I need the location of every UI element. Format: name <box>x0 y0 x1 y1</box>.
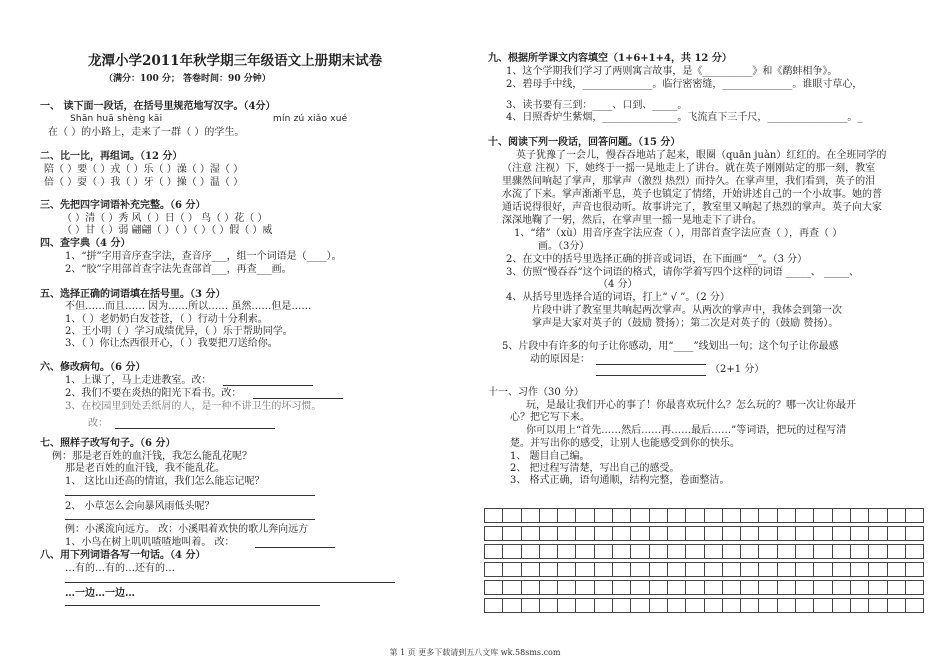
grid-cell <box>813 598 831 613</box>
grid-cell <box>594 526 612 541</box>
grid-cell <box>850 508 868 523</box>
grid-cell <box>502 508 520 523</box>
grid-cell <box>575 562 593 577</box>
grid-cell <box>484 562 502 577</box>
grid-cell <box>704 526 722 541</box>
grid-cell <box>667 508 685 523</box>
page-footer: 第 1 页 更多下载请到五八文库 wk.58sms.com <box>389 648 561 657</box>
grid-row <box>484 508 924 523</box>
grid-cell <box>777 526 795 541</box>
grid-cell <box>557 598 575 613</box>
grid-cell <box>813 544 831 559</box>
grid-cell <box>813 508 831 523</box>
grid-cell <box>905 544 924 559</box>
grid-cell <box>539 508 557 523</box>
grid-cell <box>758 544 776 559</box>
section-5-q2: 2、王小明（ ）学习成绩优异，（ ）乐于帮助同学。 <box>65 326 293 337</box>
section-9-heading: 九、根据所学课文内容填空（1+6+1+4，共 12 分） <box>488 53 732 64</box>
grid-cell <box>868 598 886 613</box>
prompt-line-2: 心？把它写下来。 <box>510 412 590 423</box>
grid-cell <box>667 580 685 595</box>
grid-cell <box>521 562 539 577</box>
section-7-q1-blank <box>65 495 315 496</box>
grid-cell <box>667 526 685 541</box>
grid-cell <box>557 562 575 577</box>
grid-cell <box>722 544 740 559</box>
grid-cell <box>667 598 685 613</box>
grid-cell <box>594 508 612 523</box>
section-6-heading: 六、修改病句。（6 分） <box>40 362 146 373</box>
grid-cell <box>630 580 648 595</box>
grid-cell <box>484 526 502 541</box>
grid-cell <box>594 598 612 613</box>
grid-cell <box>868 562 886 577</box>
section-5-q1: 1、（ ）老奶奶白发苍苍，（ ）行动十分利索。 <box>65 314 268 325</box>
grid-cell <box>832 544 850 559</box>
grid-cell <box>557 526 575 541</box>
grid-cell <box>521 508 539 523</box>
grid-cell <box>722 508 740 523</box>
grid-cell <box>777 508 795 523</box>
grid-cell <box>630 598 648 613</box>
grid-cell <box>484 508 502 523</box>
grid-cell <box>704 508 722 523</box>
grid-cell <box>649 598 667 613</box>
grid-cell <box>832 508 850 523</box>
section-4-q2: 2、“胶”字用部首查字法先查部首___，再查___画。 <box>65 264 292 275</box>
grid-cell <box>704 580 722 595</box>
page-subtitle: （满分：100 分； 答卷时间：90 分钟） <box>104 74 271 84</box>
section-3-row-1: （ ）清（ ）秀 风（ ）日（ ） 鸟（ ）花（ ） <box>62 213 268 224</box>
section-6-q1: 1、上课了，马上走进教室。改： <box>65 375 212 386</box>
grid-cell <box>832 526 850 541</box>
grid-cell <box>795 598 813 613</box>
grid-row <box>484 562 924 577</box>
passage-line-1: 英子犹豫了一会儿，慢吞吞地站了起来，眼圈（quān juàn）红红的。在全班同学的 <box>516 150 887 161</box>
grid-cell <box>740 544 758 559</box>
section-2-row-1: 陪（ ）要（ ）戎（ ）乐（ ）澡（ ）湿（ ） <box>44 164 244 175</box>
grid-cell <box>557 544 575 559</box>
grid-cell <box>850 562 868 577</box>
grid-cell <box>539 526 557 541</box>
section-10-q5-score: （2+1 分） <box>710 364 765 375</box>
grid-cell <box>557 508 575 523</box>
grid-cell <box>484 580 502 595</box>
grid-cell <box>868 508 886 523</box>
grid-row <box>484 526 924 541</box>
grid-cell <box>722 580 740 595</box>
grid-cell <box>685 562 703 577</box>
section-6-q2-blank <box>253 398 343 399</box>
grid-cell <box>649 544 667 559</box>
grid-cell <box>795 526 813 541</box>
section-10-q1b: 画。（3分） <box>538 241 590 252</box>
section-2-heading: 二、比一比，再组词。（12 分） <box>40 151 183 162</box>
section-9-q3: 3、读书要有三到：____、口到、_____。 <box>506 100 688 111</box>
section-10-q5-blank-2 <box>596 375 706 376</box>
grid-cell <box>887 580 905 595</box>
section-10-q2: 2、在文中的括号里选择正确的拼音或词语，在下面画“__”。（3 分） <box>506 254 808 265</box>
grid-cell <box>795 508 813 523</box>
grid-cell <box>758 580 776 595</box>
grid-cell <box>832 580 850 595</box>
prompt-line-3: 你可以用上“首先……然后……再……最后……”等词语，把玩的过程写清 <box>526 425 847 436</box>
page-title: 龙潭小学2011年秋学期三年级语文上册期末试卷 <box>88 53 383 69</box>
passage-line-5: 通话说得很好，声音也很动听。故事讲完了，教室里又响起了热烈的掌声。英子向大家 <box>502 202 882 213</box>
grid-cell <box>594 580 612 595</box>
section-11-heading: 十一、习作（30 分） <box>488 387 584 398</box>
grid-cell <box>868 580 886 595</box>
grid-cell <box>685 598 703 613</box>
passage-line-3: 里骤然间响起了掌声，那掌声（激烈 热烈）而持久。在掌声里，我们看到，英子的泪 <box>502 176 876 187</box>
grid-cell <box>612 544 630 559</box>
grid-cell <box>612 508 630 523</box>
section-6-q3: 3、在校园里到处丢纸屑的人，是一种不讲卫生的坏习惯。 <box>65 401 322 412</box>
grid-cell <box>539 562 557 577</box>
writing-grid[interactable] <box>484 508 924 616</box>
grid-cell <box>521 580 539 595</box>
grid-cell <box>850 580 868 595</box>
grid-cell <box>704 562 722 577</box>
requirement-3: 3、 格式正确，语句通顺，结构完整，卷面整洁。 <box>510 475 730 486</box>
grid-cell <box>612 526 630 541</box>
grid-cell <box>832 598 850 613</box>
grid-cell <box>612 562 630 577</box>
section-10-q3: 3、仿照“慢吞吞”这个词语的格式，请你学着写四个这样的词语 _____、 _____、 <box>506 267 859 278</box>
grid-cell <box>630 526 648 541</box>
grid-cell <box>832 562 850 577</box>
grid-cell <box>484 598 502 613</box>
grid-cell <box>722 562 740 577</box>
grid-cell <box>887 562 905 577</box>
grid-cell <box>630 562 648 577</box>
grid-cell <box>630 544 648 559</box>
grid-cell <box>722 598 740 613</box>
section-10-q5b: 动的原因是： <box>530 354 590 365</box>
grid-cell <box>575 508 593 523</box>
grid-cell <box>557 580 575 595</box>
section-10-q3b: （4 分） <box>598 279 638 290</box>
section-10-q5-blank-1 <box>596 364 706 365</box>
section-3-row-2: （ ）甘（ ）弱 翩翩（ ）（ ）（ ）（ ）假（ ）威 <box>62 225 273 236</box>
grid-cell <box>813 580 831 595</box>
grid-cell <box>850 526 868 541</box>
grid-cell <box>502 598 520 613</box>
passage-line-4: 水流了下来。掌声渐渐平息，英子也镇定了情绪，开始讲述自己的一个小故事。她的普 <box>502 189 882 200</box>
grid-cell <box>612 598 630 613</box>
section-10-q4: 4、从括号里选择合适的词语，打上“ √ ”。（2 分） <box>506 292 730 303</box>
grid-cell <box>758 526 776 541</box>
section-9-q4: 4、日照香炉生紫烟，_______________。飞流直下三千尺，________________。_ <box>506 112 863 123</box>
grid-cell <box>704 598 722 613</box>
grid-cell <box>484 544 502 559</box>
section-10-q5: 5、片段中有许多的句子让你感动，用“____”线划出一句；这个句子让你最感 <box>502 341 839 352</box>
grid-cell <box>758 598 776 613</box>
grid-cell <box>887 598 905 613</box>
section-7-q1: 1、 这比山还高的情谊，我们怎么能忘记呢？ <box>65 476 265 487</box>
grid-cell <box>722 526 740 541</box>
section-7-q3: 1、小鸟在树上叽叽喳喳地叫着。 改： <box>65 537 235 548</box>
grid-cell <box>521 598 539 613</box>
section-2-row-2: 倍（ ）耍（ ）我（ ）牙（ ）操（ ）温（ ） <box>44 177 244 188</box>
grid-cell <box>887 544 905 559</box>
section-6-q2: 2、我们不要在炎热的阳光下看书。改： <box>65 388 242 399</box>
section-9-q2: 2、碧母手中线，______________。临行密密缝，______________。谁眼寸草心， <box>506 79 863 90</box>
section-10-q4b: 掌声是大家对英子的（鼓励 赞扬）；第二次是对英子的（鼓励 赞扬）。 <box>532 318 839 329</box>
grid-cell <box>795 562 813 577</box>
section-9-q1: 1、这个学期我们学习了两则寓言故事，是《__________》和《鹬蚌相争》。 <box>506 66 838 77</box>
requirement-2: 2、 把过程写清楚，写出自己的感受。 <box>510 463 680 474</box>
grid-cell <box>612 580 630 595</box>
grid-cell <box>575 580 593 595</box>
grid-cell <box>740 526 758 541</box>
grid-cell <box>740 508 758 523</box>
grid-cell <box>575 526 593 541</box>
grid-cell <box>868 544 886 559</box>
requirement-1: 1、 题目自己编。 <box>510 451 590 462</box>
grid-cell <box>649 526 667 541</box>
grid-cell <box>704 544 722 559</box>
grid-cell <box>630 508 648 523</box>
grid-cell <box>868 526 886 541</box>
section-7-example-1: 例：那是老百姓的血汗钱，我怎么能乱花呢？ <box>52 451 252 462</box>
grid-cell <box>740 562 758 577</box>
grid-cell <box>667 544 685 559</box>
grid-cell <box>740 580 758 595</box>
section-6-q1-blank <box>223 385 313 386</box>
section-7-q2: 2、 小草怎么会向暴风雨低头呢？ <box>65 501 215 512</box>
section-8-w1-blank <box>65 582 395 583</box>
grid-cell <box>502 580 520 595</box>
grid-cell <box>813 526 831 541</box>
pinyin-1: Shān huā shèng kāi <box>70 114 163 124</box>
grid-cell <box>887 526 905 541</box>
section-4-q1: 1、“拼”字用音序查字法，查音序___，组一个词语是（____）。 <box>65 251 342 262</box>
grid-cell <box>905 580 924 595</box>
grid-cell <box>685 508 703 523</box>
section-7-q2-blank <box>65 519 315 520</box>
section-8-w2-blank <box>65 605 320 606</box>
passage-line-6: 深深地鞠了一躬，然后，在掌声里一摇一晃地走下了讲台。 <box>502 215 762 226</box>
section-5-options: 不但……而且…… 因为……所以…… 虽然……但是…… <box>65 301 312 312</box>
section-6-q3-fix: 改： <box>88 418 108 429</box>
grid-cell <box>521 544 539 559</box>
grid-row <box>484 544 924 559</box>
section-7-q3-blank <box>255 547 335 548</box>
grid-row <box>484 580 924 595</box>
grid-cell <box>905 526 924 541</box>
grid-cell <box>777 580 795 595</box>
grid-cell <box>685 526 703 541</box>
grid-cell <box>685 580 703 595</box>
grid-row <box>484 598 924 613</box>
grid-cell <box>502 562 520 577</box>
section-5-q3: 3、（ ）你让杰西很开心，（ ）我要把刀送给你。 <box>65 338 278 349</box>
section-8-word-2: …一边…一边… <box>65 588 135 599</box>
grid-cell <box>795 580 813 595</box>
section-8-heading: 八、用下列词语各写一句话。（4 分） <box>40 550 206 561</box>
grid-cell <box>502 544 520 559</box>
grid-cell <box>758 562 776 577</box>
grid-cell <box>649 508 667 523</box>
section-1-heading: 一、 读下面一段话，在括号里规范地写汉字。（4分） <box>40 101 276 112</box>
grid-cell <box>777 544 795 559</box>
grid-cell <box>905 562 924 577</box>
grid-cell <box>850 544 868 559</box>
section-10-q1: 1、“绪”（xù）用音序查字法应查（ ），用部首查字法应查（ ），再查（ ） <box>514 228 843 239</box>
grid-cell <box>813 562 831 577</box>
grid-cell <box>740 598 758 613</box>
grid-cell <box>667 562 685 577</box>
grid-cell <box>502 526 520 541</box>
section-3-heading: 三、先把四字词语补充完整。（6 分） <box>40 200 206 211</box>
section-5-heading: 五、选择正确的词语填在括号里。（3 分） <box>40 289 226 300</box>
grid-cell <box>539 598 557 613</box>
prompt-line-4: 楚。并写出你的感受，让别人也能感受到你的快乐。 <box>510 438 740 449</box>
grid-cell <box>649 562 667 577</box>
grid-cell <box>887 508 905 523</box>
grid-cell <box>649 580 667 595</box>
section-10-q4a: 片段中讲了教室里共响起两次掌声。从两次的掌声中，我体会到第一次 <box>532 305 842 316</box>
grid-cell <box>758 508 776 523</box>
grid-cell <box>539 544 557 559</box>
prompt-line-1: 玩，是最让我们开心的事了！你最喜欢玩什么？怎么玩的？哪一次让你最开 <box>526 400 856 411</box>
grid-cell <box>594 544 612 559</box>
grid-cell <box>850 598 868 613</box>
grid-cell <box>795 544 813 559</box>
section-7-example-1b: 那是老百姓的血汗钱，我不能乱花。 <box>65 463 225 474</box>
grid-cell <box>777 562 795 577</box>
pinyin-2: mín zú xiǎo xué <box>273 114 348 124</box>
section-10-heading: 十、阅读下列一段话，回答问题。（15 分） <box>488 137 681 148</box>
grid-cell <box>575 598 593 613</box>
grid-cell <box>594 562 612 577</box>
section-1-line: 在（ ）的小路上，走来了一群（ ）的学生。 <box>48 127 245 138</box>
grid-cell <box>685 544 703 559</box>
grid-cell <box>575 544 593 559</box>
section-4-heading: 四、查字典（4 分） <box>40 238 131 249</box>
section-8-word-1: …有的…有的…还有的… <box>65 563 175 574</box>
grid-cell <box>539 580 557 595</box>
grid-cell <box>777 598 795 613</box>
section-6-q3-blank <box>115 428 275 429</box>
passage-line-2: （注意 注视）下，她终于一摇一晃地走上了讲台。就在英子刚刚站定的那一刻，教室 <box>502 163 876 174</box>
section-7-example-2: 例：小溪流向远方。 改：小溪唱着欢快的歌儿奔向远方 <box>65 524 309 535</box>
grid-cell <box>905 508 924 523</box>
grid-cell <box>521 526 539 541</box>
grid-cell <box>905 598 924 613</box>
section-7-heading: 七、照样子改写句子。（6 分） <box>40 438 176 449</box>
